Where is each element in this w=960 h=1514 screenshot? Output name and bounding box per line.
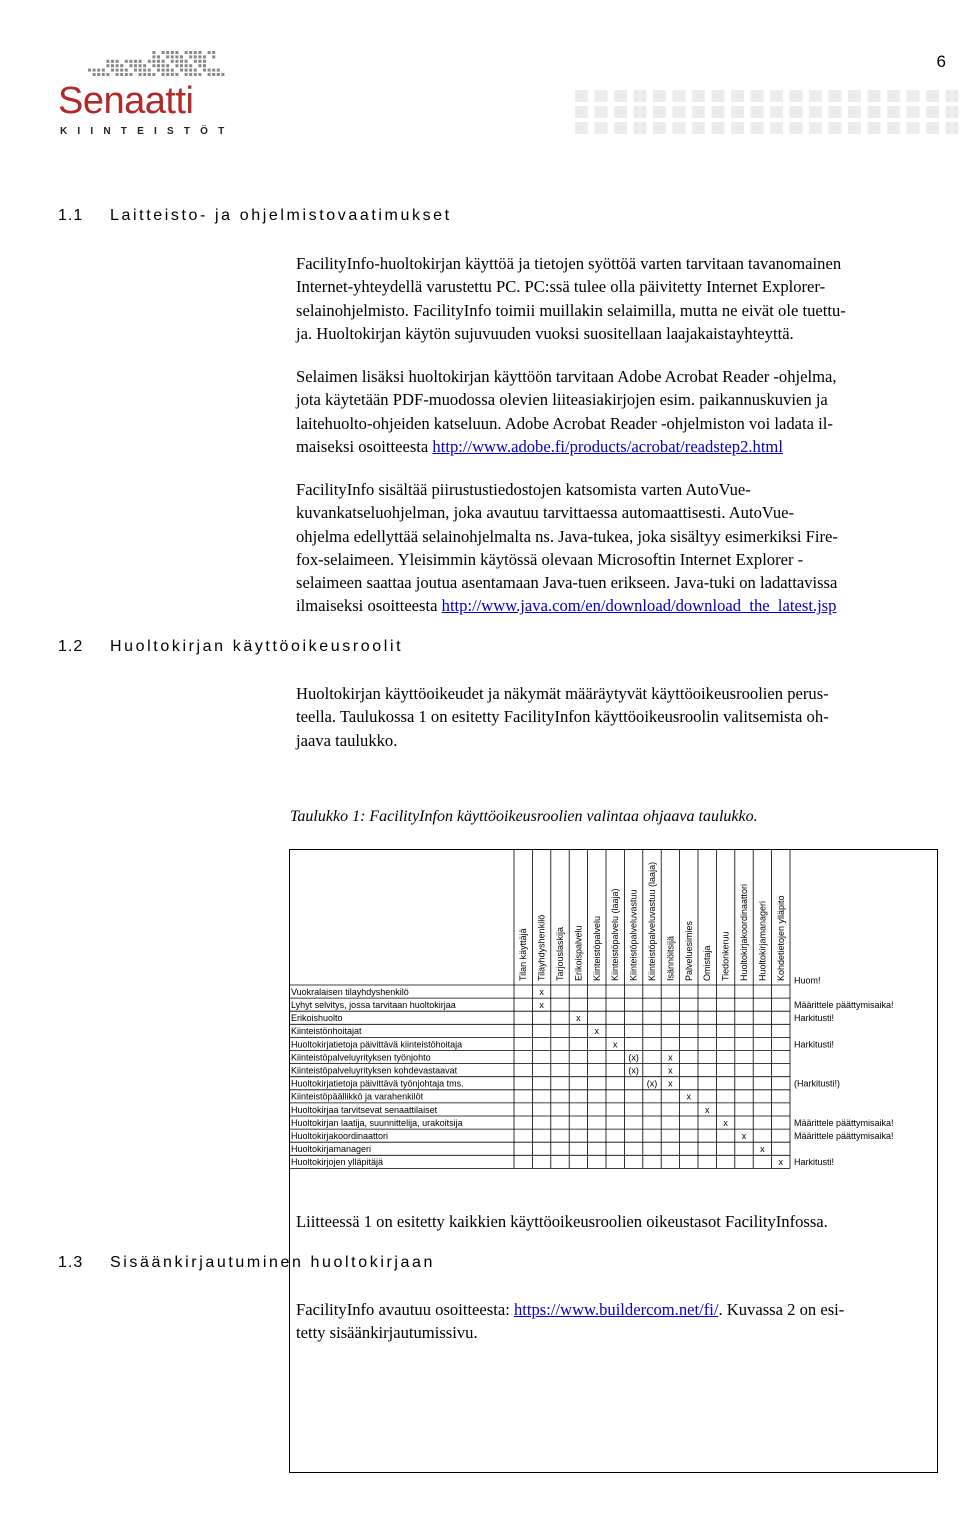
row-label: Huoltokirjamanageri: [291, 1144, 372, 1155]
header-dot: [887, 106, 900, 118]
header-dot: [731, 122, 744, 134]
text-line: jota käytetään PDF-muodossa olevien liiteasiakirjojen esim. paikannuskuvien ja: [296, 390, 828, 410]
logo-dot: [180, 69, 183, 72]
java-download-link[interactable]: http://www.java.com/en/download/download_the_latest.jsp: [441, 596, 837, 616]
paragraph-autovue: [296, 478, 838, 618]
section-heading-1-1: [58, 207, 452, 225]
logo-dot: [185, 51, 188, 54]
section-title: Sisäänkirjautuminen huoltokirjaan: [110, 1254, 436, 1271]
logo-dot: [189, 55, 192, 58]
logo-dot: [171, 69, 174, 72]
role-mark: (x): [646, 1078, 658, 1089]
role-selection-table: [289, 849, 938, 1473]
header-dot: [848, 122, 861, 134]
header-dot: [595, 106, 608, 118]
header-dot: [614, 106, 627, 118]
logo-dot: [194, 55, 197, 58]
header-dot: [868, 90, 881, 102]
logo-dot: [212, 55, 215, 58]
text-line: laitehuolto-ohjeiden katseluun. Adobe Acrobat Reader -ohjelmiston voi ladata il-: [296, 413, 833, 433]
column-header: Kiinteistöpalveluvastuu: [628, 889, 639, 981]
header-dot: [887, 90, 900, 102]
logo-dot: [125, 73, 128, 76]
text-line: kuvankatseluohjelman, joka avautuu tarvittaessa automaattisesti. AutoVue-: [296, 503, 795, 523]
logo-dot: [106, 64, 109, 67]
text-line: tetty sisäänkirjautumissivu.: [296, 1323, 478, 1343]
role-mark: x: [594, 1026, 600, 1037]
row-label: Huoltokirjaa tarvitsevat senaattilaiset: [291, 1104, 438, 1115]
section-title: Laitteisto- ja ohjelmistovaatimukset: [110, 207, 452, 224]
header-dot: [634, 122, 647, 134]
text-line: ohjelma edellyttää selainohjelmalta ns. Java-tukea, joka sisältyy esimerkiksi Fire-: [296, 526, 838, 546]
logo-dot: [134, 60, 137, 63]
column-header: Tarjouslaskija: [555, 926, 565, 981]
logo-dot: [175, 51, 178, 54]
header-dot: [868, 122, 881, 134]
logo-dot: [106, 60, 109, 63]
logo-dot: [212, 51, 215, 54]
text-line: Internet-yhteydellä varustettu PC. PC:ssä tulee olla päivitetty Internet Explorer-: [296, 277, 826, 297]
logo-dot: [180, 55, 183, 58]
header-dot: [868, 106, 881, 118]
column-header: Kiinteistöpalveluvastuu (laaja): [647, 861, 657, 981]
header-dot: [575, 90, 588, 102]
header-dot-pattern-icon: [575, 90, 960, 138]
logo-dot: [166, 55, 169, 58]
column-header: Huoltokirjakoordinaattori: [739, 883, 749, 981]
row-label: Kiinteistöpäällikkö ja varahenkilöt: [291, 1091, 424, 1102]
logo-dot: [120, 64, 123, 67]
header-dot: [653, 90, 666, 102]
text-line: FacilityInfo sisältää piirustustiedostojen katsomista varten AutoVue-: [296, 480, 751, 499]
role-mark: x: [576, 1013, 581, 1024]
text-line: jaava taulukko.: [296, 730, 398, 750]
header-dot: [907, 106, 920, 118]
header-dot: [751, 122, 764, 134]
senaatti-logo: [58, 48, 233, 143]
logo-dot: [180, 64, 183, 67]
text-line: Huoltokirjan käyttöoikeudet ja näkymät määräytyvät käyttöoikeusroolien perus-: [296, 684, 829, 703]
text-line: FacilityInfo-huoltokirjan käyttöä ja tietojen syöttöä varten tarvitaan tavanomainen: [296, 254, 842, 273]
logo-dot: [93, 69, 96, 72]
logo-dot: [189, 51, 192, 54]
row-label: Erikoishuolto: [291, 1013, 343, 1024]
logo-dot: [116, 60, 119, 63]
header-dot: [770, 90, 783, 102]
paragraph-appendix: [296, 1210, 828, 1233]
paragraph-login: [296, 1298, 844, 1345]
logo-dot: [111, 64, 114, 67]
logo-dot: [194, 69, 197, 72]
logo-dot: [152, 64, 155, 67]
section-title: Huoltokirjan käyttöoikeusroolit: [110, 638, 404, 655]
logo-dot: [88, 69, 91, 72]
logo-dot: [175, 64, 178, 67]
header-dot: [887, 122, 900, 134]
logo-dot: [157, 60, 160, 63]
logo-dot: [93, 73, 96, 76]
row-label: Vuokralaisen tilayhdyshenkilö: [291, 986, 409, 997]
logo-dot: [180, 60, 183, 63]
header-dot: [614, 90, 627, 102]
page-number: 6: [936, 52, 946, 71]
logo-dot: [139, 60, 142, 63]
logo-dot: [198, 51, 201, 54]
header-dot: [575, 106, 588, 118]
logo-dot: [162, 69, 165, 72]
logo-dot: [217, 69, 220, 72]
column-header: Kohdetietojen ylläpito: [775, 895, 786, 981]
header-dot: [692, 122, 705, 134]
header-dot: [907, 90, 920, 102]
header-dot: [673, 106, 686, 118]
header-dot: [770, 122, 783, 134]
row-note: Määrittele päättymisaika!: [794, 1131, 894, 1141]
logo-dot: [120, 69, 123, 72]
header-dot: [673, 90, 686, 102]
row-label: Huoltokirjan laatija, suunnittelija, urakoitsija: [291, 1117, 463, 1128]
logo-dot: [194, 60, 197, 63]
role-mark: x: [668, 1052, 673, 1063]
header-dot: [653, 122, 666, 134]
role-mark: x: [704, 1104, 710, 1115]
role-mark: x: [668, 1065, 673, 1076]
header-dot: [614, 122, 627, 134]
header-dot: [731, 106, 744, 118]
logo-dot: [203, 69, 206, 72]
column-header: Palveluesimies: [683, 920, 694, 981]
logo-dot: [198, 64, 201, 67]
paragraph-hardware: [296, 252, 846, 345]
column-header: Tilayhdyshenkilö: [536, 914, 547, 981]
buildercom-link[interactable]: https://www.buildercom.net/fi/: [513, 1300, 719, 1319]
paragraph-roles: [296, 682, 829, 752]
logo-dot: [194, 51, 197, 54]
logo-dot: [171, 51, 174, 54]
row-label: Kiinteistöpalveluyrityksen kohdevastaavat: [291, 1065, 458, 1076]
role-mark: (x): [628, 1065, 639, 1076]
header-dot: [751, 90, 764, 102]
logo-dot: [208, 51, 211, 54]
header-dot: [829, 90, 842, 102]
logo-dot: [189, 73, 192, 76]
row-note: Määrittele päättymisaika!: [794, 1117, 894, 1128]
header-dot: [692, 106, 705, 118]
logo-dot: [166, 64, 169, 67]
adobe-download-link[interactable]: http://www.adobe.fi/products/acrobat/readstep2.html: [432, 436, 783, 456]
row-note: Harkitusti!: [794, 1157, 835, 1168]
header-dot: [653, 106, 666, 118]
logo-dot: [143, 73, 146, 76]
header-dot: [595, 122, 608, 134]
header-dot: [634, 106, 647, 118]
logo-dot: [111, 69, 114, 72]
role-mark: x: [778, 1157, 784, 1168]
logo-dot: [162, 51, 165, 54]
role-mark: x: [760, 1144, 765, 1155]
logo-dot: [97, 69, 100, 72]
logo-dot: [203, 64, 206, 67]
logo-dot: [189, 64, 192, 67]
row-label: Huoltokirjakoordinaattori: [291, 1131, 389, 1141]
logo-dot: [139, 69, 142, 72]
logo-dot: [152, 60, 155, 63]
header-dot: [926, 90, 939, 102]
logo-dot: [208, 73, 211, 76]
logo-dot: [134, 69, 137, 72]
logo-dot: [139, 64, 142, 67]
row-note: Harkitusti!: [794, 1039, 835, 1050]
logo-dot: [175, 55, 178, 58]
text-line: ja. Huoltokirjan käytön sujuvuuden vuoksi suositellaan laajakaistayhteyttä.: [296, 323, 794, 343]
logo-dot: [97, 73, 100, 76]
logo-dot: [102, 73, 105, 76]
logo-dot: [116, 69, 119, 72]
column-header: Tiedonkeruu: [720, 931, 731, 981]
header-dot: [712, 122, 725, 134]
logo-dot: [143, 64, 146, 67]
logo-dot: [185, 73, 188, 76]
column-header: Tilan käyttäjä: [518, 928, 529, 981]
text-line: teella. Taulukossa 1 on esitetty FacilityInfon käyttöoikeusroolin valitsemista oh-: [296, 707, 829, 727]
header-dot: [848, 90, 861, 102]
logo-dot: [171, 73, 174, 76]
row-label: Lyhyt selvitys, jossa tarvitaan huoltokirjaa: [291, 1000, 456, 1010]
header-dot: [907, 122, 920, 134]
logo-dot: [157, 64, 160, 67]
logo-dot: [111, 60, 114, 63]
logo-dot: [106, 73, 109, 76]
logo-dot: [148, 73, 151, 76]
text-line: Selaimen lisäksi huoltokirjan käyttöön tarvitaan Adobe Acrobat Reader -ohjelma,: [296, 367, 837, 386]
text-line: fox-selaimeen. Yleisimmin käytössä olevaan Microsoftin Internet Explorer -: [296, 549, 804, 569]
header-dot: [790, 90, 803, 102]
logo-dot: [175, 60, 178, 63]
header-dot: [829, 106, 842, 118]
header-dot: [946, 90, 959, 102]
column-header: Kiinteistöpalvelu (laaja): [610, 888, 621, 981]
header-dot: [751, 106, 764, 118]
text-line: [296, 594, 838, 617]
logo-dot: [198, 55, 201, 58]
text-fragment: . Kuvassa 2 on esi-: [718, 1300, 845, 1319]
column-header: Isännöitsijä: [665, 935, 676, 981]
header-dot: [692, 90, 705, 102]
role-mark: x: [612, 1039, 618, 1050]
header-dot: [712, 90, 725, 102]
logo-dot: [185, 64, 188, 67]
logo-dot: [152, 55, 155, 58]
logo-dot: [162, 60, 165, 63]
header-dot: [634, 90, 647, 102]
role-mark: x: [741, 1131, 747, 1141]
header-dot: [790, 106, 803, 118]
logo-dot: [166, 69, 169, 72]
section-number: 1.3: [58, 1254, 84, 1271]
logo-dot: [208, 69, 211, 72]
logo-dot: [102, 69, 105, 72]
column-header: Kiinteistöpalvelu: [591, 915, 602, 981]
table-caption: Taulukko 1: FacilityInfon käyttöoikeusroolien valintaa ohjaava taulukko.: [290, 808, 758, 825]
logo-dot: [116, 64, 119, 67]
logo-dot: [152, 51, 155, 54]
row-label: Huoltokirjatietoja päivittävä kiinteistöhoitaja: [291, 1039, 463, 1050]
logo-dot: [125, 60, 128, 63]
logo-dot: [129, 73, 132, 76]
header-dot: [809, 122, 822, 134]
header-dot: [673, 122, 686, 134]
role-table-grid: [289, 849, 938, 1473]
header-dot: [946, 122, 959, 134]
text-line: selainohjelmisto. FacilityInfo toimii muillakin selaimilla, mutta ne eivät ole tuettu-: [296, 300, 846, 320]
logo-dot-pattern-icon: [88, 48, 228, 78]
logo-subtitle: KIINTEISTÖT: [60, 126, 235, 137]
logo-wordmark: Senaatti: [58, 80, 194, 122]
logo-dot: [166, 51, 169, 54]
logo-dot: [129, 64, 132, 67]
text-line: [296, 435, 837, 458]
row-note: Harkitusti!: [794, 1013, 835, 1024]
section-heading-1-3: [58, 1254, 435, 1272]
logo-dot: [125, 69, 128, 72]
header-dot: [926, 122, 939, 134]
logo-dot: [212, 73, 215, 76]
header-dot: [712, 106, 725, 118]
row-note: (Harkitusti!): [794, 1078, 841, 1089]
paragraph-acrobat: [296, 365, 837, 458]
logo-dot: [157, 55, 160, 58]
row-note: Määrittele päättymisaika!: [794, 1000, 894, 1010]
logo-dot: [171, 55, 174, 58]
header-dot: [946, 106, 959, 118]
logo-dot: [166, 73, 169, 76]
logo-dot: [162, 73, 165, 76]
header-dot: [829, 122, 842, 134]
logo-dot: [152, 73, 155, 76]
logo-dot: [198, 60, 201, 63]
logo-dot: [194, 73, 197, 76]
header-dot: [595, 90, 608, 102]
logo-dot: [203, 55, 206, 58]
logo-dot: [129, 60, 132, 63]
logo-dot: [221, 73, 224, 76]
section-number: 1.2: [58, 638, 84, 655]
logo-dot: [162, 64, 165, 67]
text-line: selaimeen saattaa joutua asentamaan Java-tuen erikseen. Java-tuki on ladattavissa: [296, 573, 838, 593]
logo-dot: [148, 60, 151, 63]
column-header: Erikoispalvelu: [573, 925, 584, 981]
text-fragment: FacilityInfo avautuu osoitteesta:: [296, 1300, 514, 1319]
role-mark: x: [723, 1117, 728, 1128]
column-header: Omistaja: [702, 945, 713, 981]
logo-dot: [116, 73, 119, 76]
header-dot: [809, 106, 822, 118]
logo-dot: [134, 64, 137, 67]
logo-dot: [157, 69, 160, 72]
text-line: [296, 1298, 844, 1321]
logo-dot: [171, 60, 174, 63]
role-mark: x: [668, 1078, 673, 1089]
logo-dot: [217, 73, 220, 76]
header-dot: [926, 106, 939, 118]
logo-dot: [212, 69, 215, 72]
section-number: 1.1: [58, 207, 84, 224]
header-dot: [731, 90, 744, 102]
logo-dot: [175, 73, 178, 76]
logo-dot: [139, 73, 142, 76]
header-dot: [809, 90, 822, 102]
header-dot: [848, 106, 861, 118]
logo-dot: [189, 69, 192, 72]
header-dot: [770, 106, 783, 118]
logo-dot: [120, 73, 123, 76]
text-fragment: ilmaiseksi osoitteesta: [296, 596, 442, 616]
row-label: Huoltokirjatietoja päivittävä työnjohtaja tms.: [291, 1078, 464, 1089]
role-mark: x: [539, 986, 544, 997]
row-label: Kiinteistöpalveluyrityksen työnjohto: [291, 1052, 431, 1063]
section-heading-1-2: [58, 638, 403, 656]
logo-dot: [148, 69, 151, 72]
role-mark: x: [539, 1000, 544, 1010]
text-line: Liitteessä 1 on esitetty kaikkien käyttöoikeusroolien oikeustasot FacilityInfossa.: [296, 1212, 828, 1231]
column-header: Huoltokirjamanageri: [757, 900, 768, 981]
header-dot: [790, 122, 803, 134]
logo-dot: [185, 69, 188, 72]
logo-dot: [203, 60, 206, 63]
text-fragment: maiseksi osoitteesta: [296, 436, 433, 456]
row-label: Huoltokirjojen ylläpitäjä: [291, 1157, 384, 1168]
header-dot: [575, 122, 588, 134]
logo-dot: [143, 69, 146, 72]
logo-dot: [185, 60, 188, 63]
row-label: Kiinteistönhoitajat: [291, 1026, 362, 1037]
role-mark: (x): [628, 1052, 639, 1063]
role-mark: x: [686, 1091, 692, 1102]
logo-dot: [198, 73, 201, 76]
notes-header: Huom!: [794, 975, 821, 986]
